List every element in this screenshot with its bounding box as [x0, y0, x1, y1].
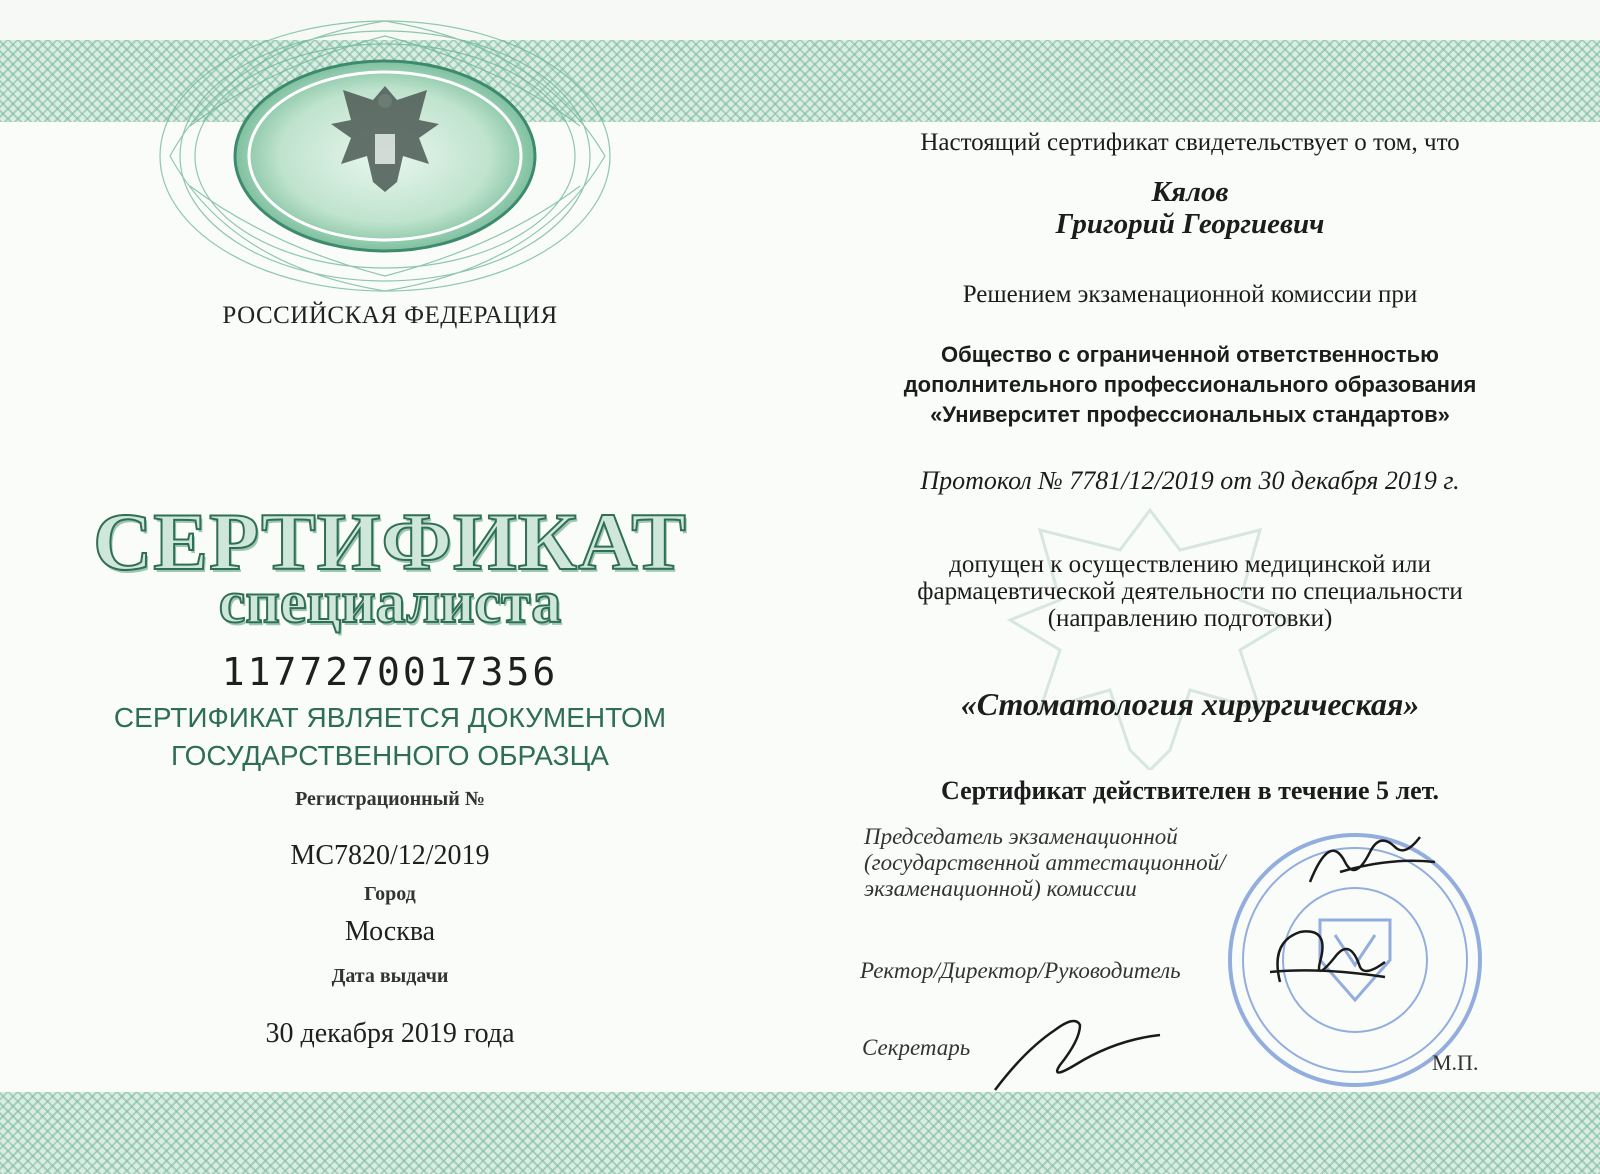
commission-decision: Решением экзаменационной комиссии при	[962, 281, 1418, 308]
chairman-label-line-1: Председатель экзаменационной	[864, 824, 1178, 849]
organization-line-2: дополнительного профессионального образования	[903, 372, 1477, 397]
specialty-name: «Стоматология хирургическая»	[960, 686, 1420, 722]
rector-signature	[1260, 912, 1390, 1002]
certificate-number: 1177270017356	[221, 650, 559, 694]
city-value: Москва	[344, 916, 436, 947]
city-label: Город	[364, 883, 416, 905]
chairman-label-line-3: экзаменационной) комиссии	[864, 876, 1137, 901]
organization-line-3: «Университет профессиональных стандартов»	[930, 402, 1450, 427]
certificate-subtitle: специалиста	[218, 569, 562, 635]
secretary-label: Секретарь	[862, 1035, 971, 1060]
secretary-signature	[985, 1010, 1165, 1100]
decorative-border-bottom	[0, 1092, 1600, 1174]
country-label: РОССИЙСКАЯ ФЕДЕРАЦИЯ	[222, 302, 558, 329]
seal-place-label: М.П.	[1432, 1050, 1479, 1075]
rector-label: Ректор/Директор/Руководитель	[860, 958, 1181, 983]
registration-label: Регистрационный №	[295, 788, 485, 810]
organization-line-1: Общество с ограниченной ответственностью	[941, 342, 1439, 367]
admission-line-2: фармацевтической деятельности по специальности	[917, 578, 1463, 605]
holder-surname: Кялов	[1151, 176, 1229, 208]
admission-line-1: допущен к осуществлению медицинской или	[949, 551, 1431, 578]
certificate-intro: Настоящий сертификат свидетельствует о том, что	[920, 129, 1460, 156]
coat-of-arms-emblem	[150, 6, 630, 296]
certificate-title: СЕРТИФИКАТ	[93, 496, 687, 587]
issue-date-label: Дата выдачи	[331, 965, 449, 987]
validity-statement: Сертификат действителен в течение 5 лет.	[941, 776, 1439, 805]
registration-number: МС7820/12/2019	[290, 840, 490, 871]
state-document-line-1: СЕРТИФИКАТ ЯВЛЯЕТСЯ ДОКУМЕНТОМ	[113, 702, 667, 733]
holder-given-names: Григорий Георгиевич	[1055, 208, 1325, 240]
issue-date-value: 30 декабря 2019 года	[265, 1018, 515, 1049]
chairman-label-line-2: (государственной аттестационной/	[864, 850, 1226, 875]
protocol-line: Протокол № 7781/12/2019 от 30 декабря 2019 г.	[920, 466, 1460, 495]
admission-line-3: (направлению подготовки)	[1047, 605, 1333, 632]
chairman-signature	[1300, 822, 1440, 902]
state-document-line-2: ГОСУДАРСТВЕННОГО ОБРАЗЦА	[171, 740, 609, 771]
